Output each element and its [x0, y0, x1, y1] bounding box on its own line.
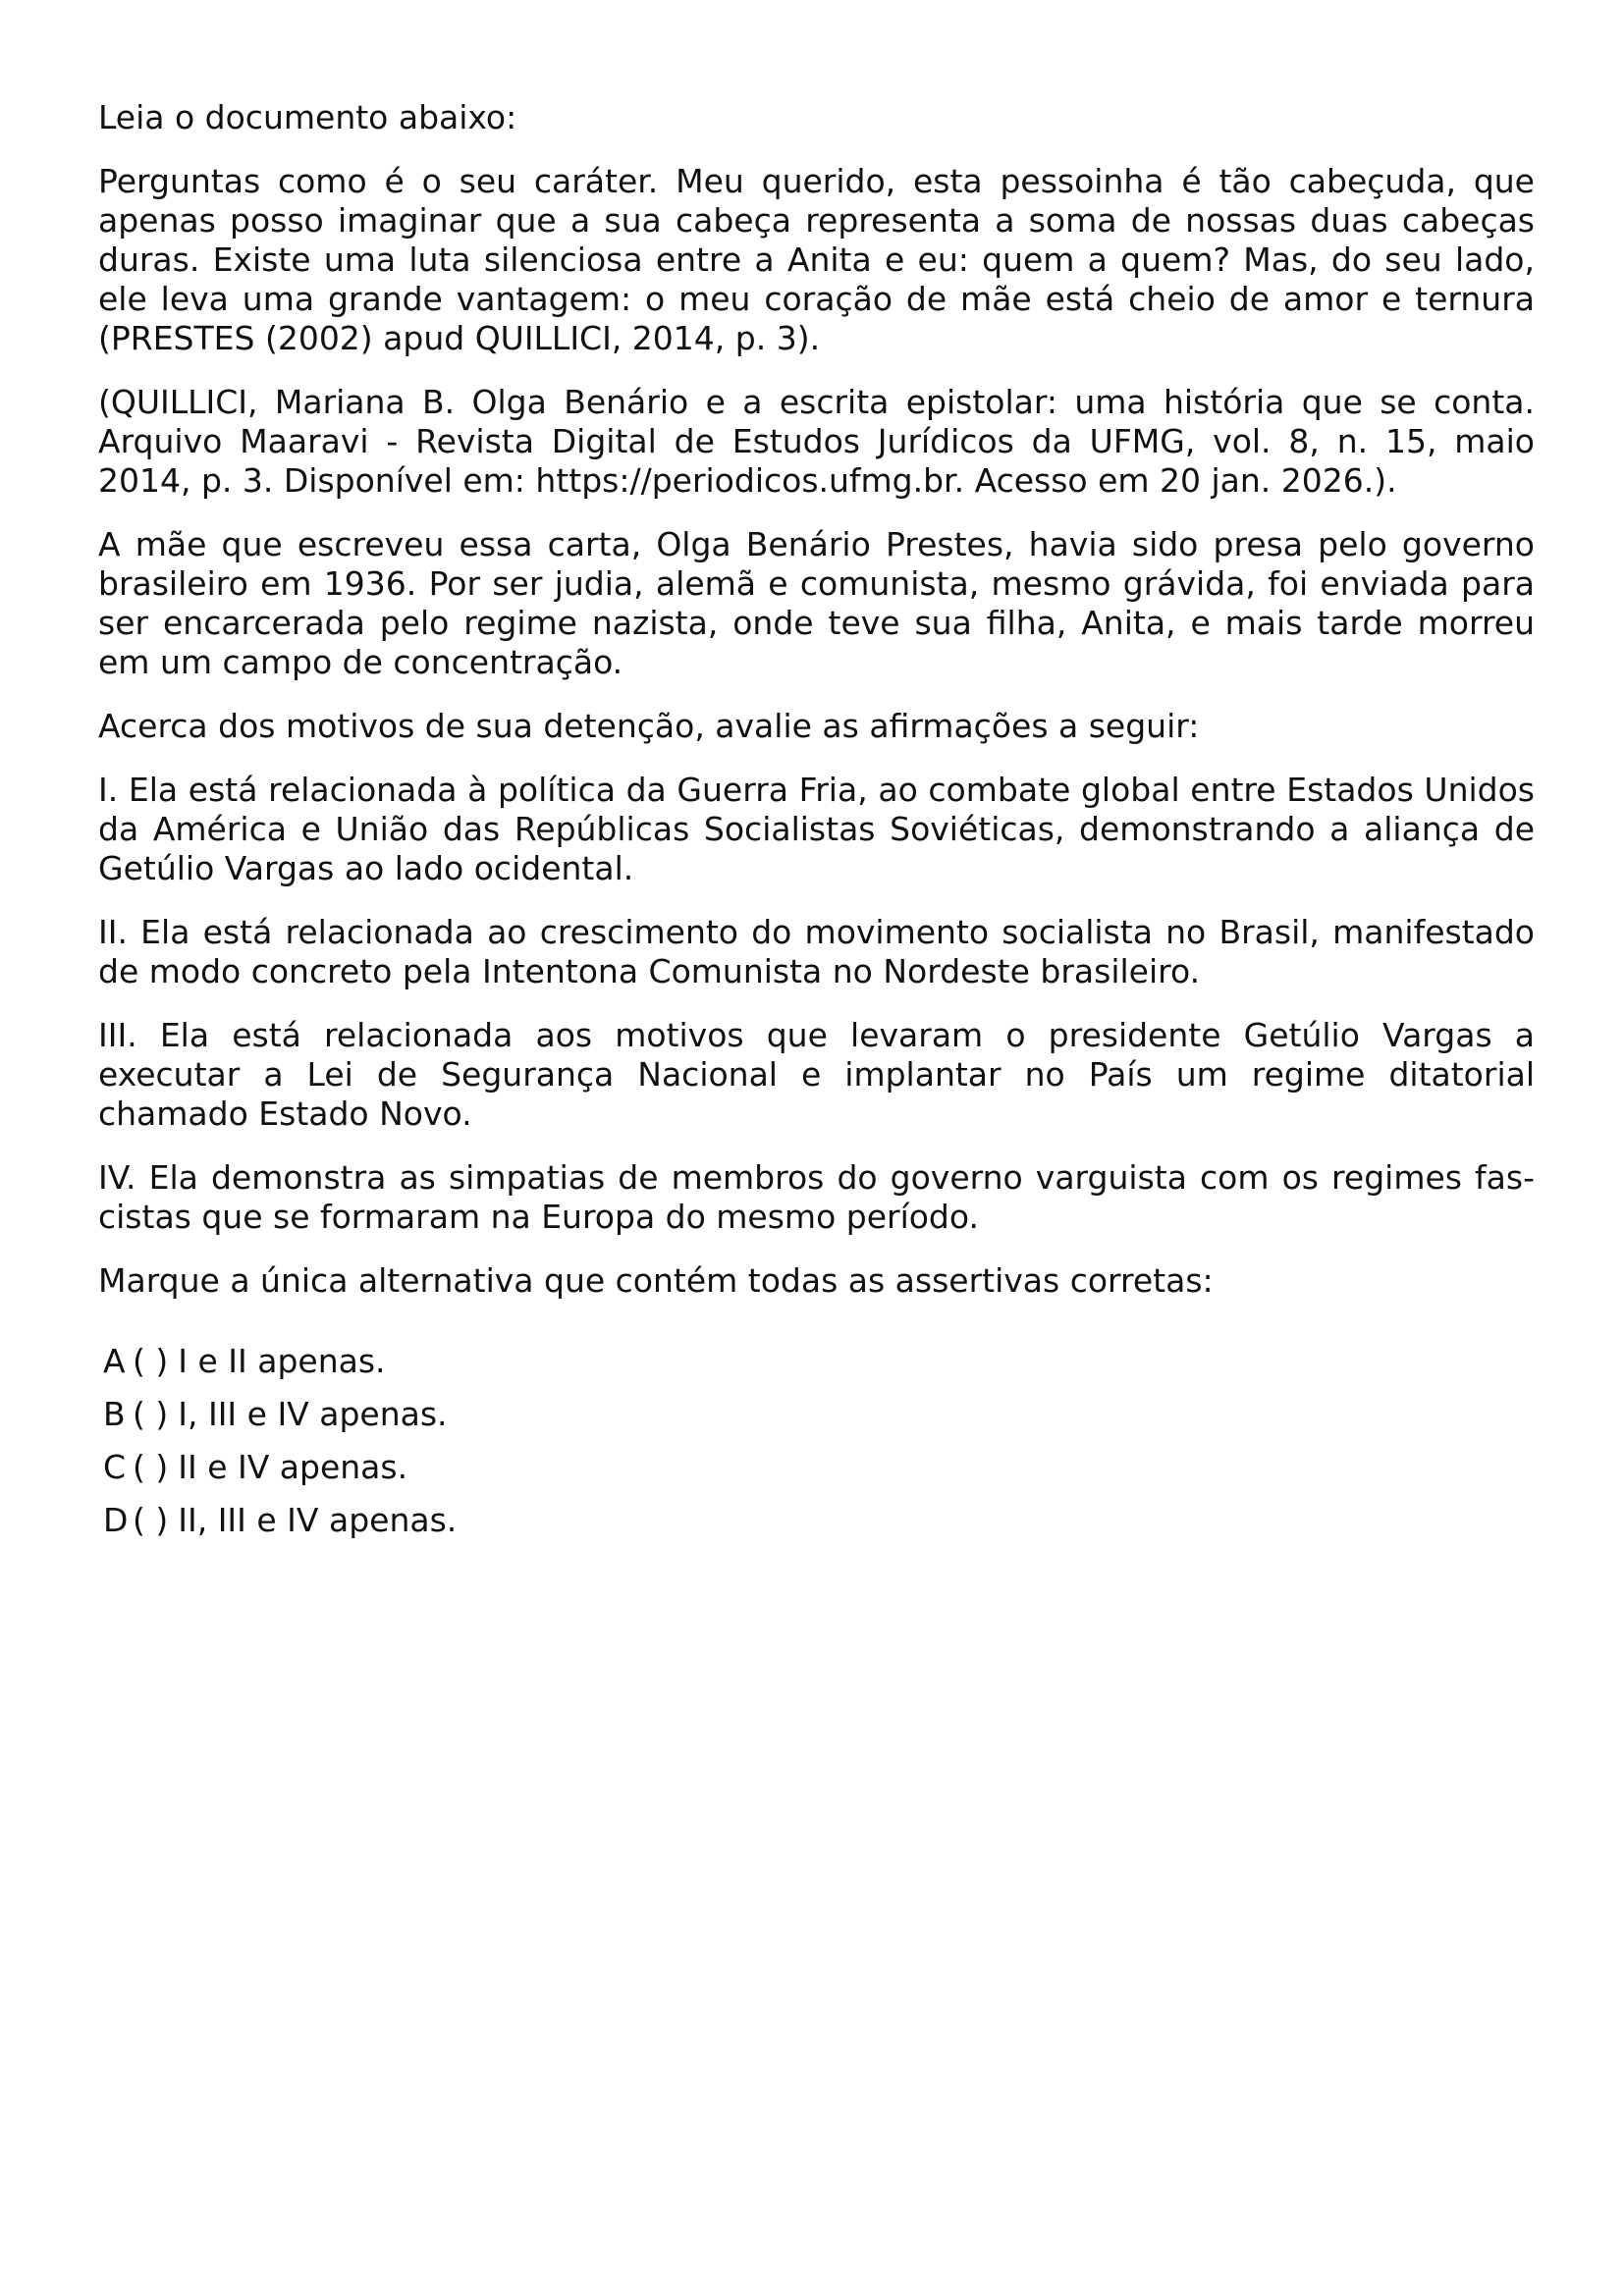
option-checkbox[interactable]: ( )	[133, 1448, 169, 1486]
option-checkbox[interactable]: ( )	[133, 1342, 169, 1380]
answer-options	[98, 1342, 1535, 1540]
option-a[interactable]	[103, 1342, 1535, 1381]
intro-text: Leia o documento abaixo:	[98, 98, 517, 136]
option-text: I, III e IV apenas.	[178, 1395, 448, 1433]
option-checkbox[interactable]: ( )	[133, 1501, 169, 1539]
option-text: I e II apenas.	[178, 1342, 386, 1380]
option-text: II e IV apenas.	[178, 1448, 408, 1486]
quote-text: Perguntas como é o seu caráter. Meu querido, esta pessoinha é tão cabeçuda, que apenas posso imaginar que a sua cabeça representa a soma de nossas duas cabeças duras. Existe uma luta silenciosa entre a Anita e eu: quem a quem? Mas, do seu lado, ele leva uma grande vantagem: o meu coração de mãe está cheio de amor e ternura (PRESTES (2002) apud QUILLICI, 2014, p. 3).	[98, 162, 1535, 357]
option-checkbox[interactable]: ( )	[133, 1395, 169, 1433]
option-d[interactable]	[103, 1501, 1535, 1540]
option-b[interactable]	[103, 1395, 1535, 1434]
reference-text: (QUILLICI, Mariana B. Olga Benário e a escrita epistolar: uma história que se conta. Arquivo Maaravi - Revista Digital de Estudos Jurídicos da UFMG, vol. 8, n. 15, maio 2014, p. 3. Disponível em: https://periodicos.ufmg.br. Acesso em 20 jan. 2026.).	[98, 383, 1535, 500]
option-text: II, III e IV apenas.	[178, 1501, 458, 1539]
option-letter: D	[103, 1501, 129, 1539]
statement-3: III. Ela está relacionada aos motivos que levaram o presidente Getúlio Vargas a executar a Lei de Segurança Nacional e implantar no País um regime ditatorial chamado Estado Novo.	[98, 1016, 1535, 1133]
statement-4: IV. Ela demonstra as simpatias de membros do governo varguista com os regimes fascistas que se formaram na Europa do mesmo período.	[98, 1158, 1535, 1236]
context-text: A mãe que escreveu essa carta, Olga Benário Prestes, havia sido presa pelo governo brasileiro em 1936. Por ser judia, alemã e comunista, mesmo grávida, foi enviada para ser encarcerada pelo regime nazista, onde teve sua filha, Anita, e mais tarde morreu em um campo de concentração.	[98, 525, 1535, 681]
option-letter: C	[103, 1448, 127, 1486]
statement-1: I. Ela está relacionada à política da Guerra Fria, ao combate global entre Estados Unidos da América e União das Repúblicas Socialistas Soviéticas, demonstrando a aliança de Getúlio Vargas ao lado ocidental.	[98, 771, 1535, 887]
question-page	[98, 98, 1535, 1554]
statement-2: II. Ela está relacionada ao crescimento do movimento socialista no Brasil, manifestado de modo concreto pela Intentona Comunista no Nordeste brasileiro.	[98, 913, 1535, 990]
option-letter: B	[103, 1395, 126, 1433]
option-letter: A	[103, 1342, 126, 1380]
option-c[interactable]	[103, 1448, 1535, 1487]
prompt-text: Acerca dos motivos de sua detenção, avalie as afirmações a seguir:	[98, 707, 1200, 745]
instruction-text: Marque a única alternativa que contém todas as assertivas corretas:	[98, 1261, 1214, 1300]
